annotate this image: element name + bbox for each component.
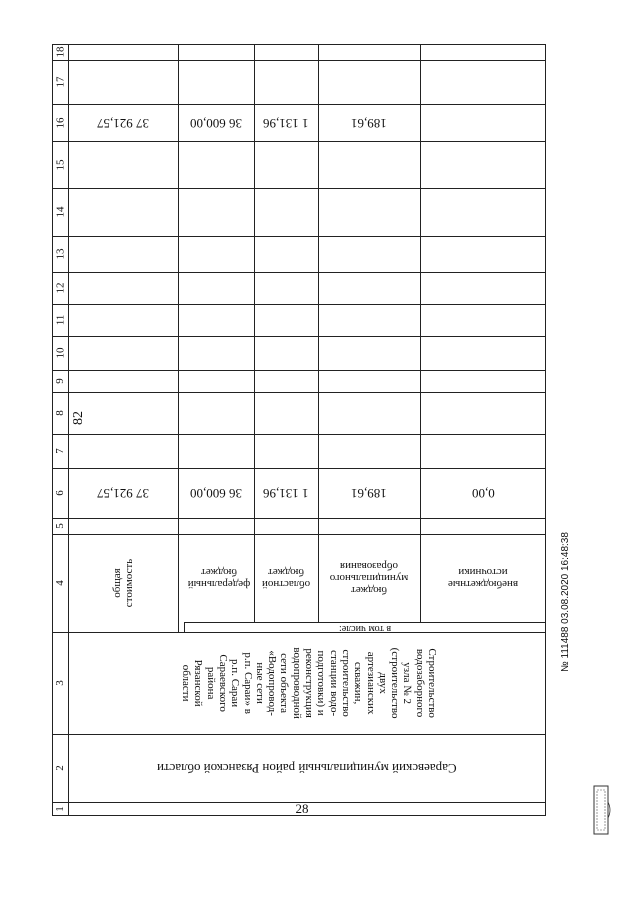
description-line: узла № 2 (401, 662, 414, 704)
value-cell (68, 104, 178, 141)
line (52, 392, 546, 393)
column-number-cell (52, 236, 68, 272)
value-cell (178, 104, 254, 141)
line (52, 434, 546, 435)
description-line: «Водопровод- (266, 650, 279, 716)
col6-regional: 1 131,96 (263, 486, 309, 501)
description-line: Рязанской (192, 659, 205, 707)
column-number: 8 (54, 410, 66, 416)
column-number-cell (52, 802, 68, 816)
line (52, 236, 546, 237)
source-label-cell (420, 534, 546, 622)
column-number: 1 (54, 806, 66, 812)
col16-municipal: 189,61 (351, 115, 387, 131)
column-number-cell (52, 734, 68, 802)
column-number-cell (52, 370, 68, 392)
description-line: р.п. Сараи (229, 658, 242, 708)
column-number-cell (52, 104, 68, 141)
column-number-cell (52, 392, 68, 434)
description-line: области (180, 664, 193, 702)
description-line: двух (376, 672, 389, 694)
col6-extrabudget: 0,00 (471, 486, 495, 501)
line (52, 370, 546, 371)
value-cell (178, 468, 254, 518)
row-number: 28 (295, 801, 309, 816)
column-number: 14 (54, 206, 66, 218)
description-line: р.п. Сараи» в (241, 652, 254, 714)
page-number: 82 (71, 411, 86, 425)
description-line: скважин, (352, 661, 365, 705)
document-footer: № 111488 03.08.2020 16:48:38 (560, 532, 571, 672)
column-number: 12 (54, 282, 66, 294)
column-number: 5 (54, 523, 66, 529)
column-number-cell (52, 272, 68, 304)
line (52, 336, 546, 337)
description-line: станции водо- (327, 649, 340, 717)
column-number-cell (52, 188, 68, 236)
column-number-cell (52, 60, 68, 104)
column-number: 4 (54, 580, 66, 586)
in-that-number-label: в том числе: (338, 622, 392, 634)
column-number: 9 (54, 378, 66, 384)
column-number-cell (52, 141, 68, 188)
col16-regional: 1 131,96 (263, 115, 309, 131)
column-number-cell (52, 44, 68, 60)
in-that-number-cell (184, 622, 546, 634)
col6-total: 37 921,57 (97, 486, 149, 501)
column-number-cell (52, 336, 68, 370)
object-description-cell (178, 634, 440, 732)
header-line (52, 60, 546, 61)
description-line: реконструкция (303, 648, 316, 718)
line (52, 188, 546, 189)
description-line: водопроводной (290, 647, 303, 719)
source-label-total: общая стоимость (111, 558, 135, 608)
column-number-cell (52, 632, 68, 734)
header-vline (68, 44, 69, 816)
column-number: 18 (54, 46, 66, 58)
column-number-cell (52, 304, 68, 336)
source-label-cell (254, 534, 318, 622)
col16-total: 37 921,57 (97, 115, 149, 131)
column-number-cell (52, 518, 68, 534)
description-line: Строительство (426, 648, 439, 718)
column-number: 15 (54, 159, 66, 170)
column-number: 6 (54, 490, 66, 496)
column-number: 17 (54, 76, 66, 88)
source-label-municipal: бюджет муниципального образования (329, 560, 409, 596)
value-cell (318, 468, 420, 518)
description-line: сети объекта (278, 653, 291, 713)
source-label-cell (184, 534, 254, 622)
municipality-cell (68, 734, 546, 802)
value-cell (68, 468, 178, 518)
source-label-cell (318, 534, 420, 622)
column-number: 2 (54, 765, 66, 771)
column-number: 16 (54, 117, 66, 128)
source-label-extrabudget: внебюджетные источники (447, 566, 519, 590)
source-label-regional: областной бюджет (261, 566, 311, 590)
value-cell (254, 104, 318, 141)
col6-municipal: 189,61 (351, 486, 387, 501)
value-cell (420, 468, 546, 518)
description-line: (строительство (389, 647, 402, 719)
column-number: 13 (54, 248, 66, 260)
description-line: района (204, 666, 217, 700)
column-number-cell (52, 468, 68, 518)
line (52, 518, 546, 519)
column-number-cell (52, 534, 68, 632)
object-description (180, 647, 438, 718)
row-number-cell (282, 802, 322, 816)
budget-table (52, 44, 546, 816)
column-number: 11 (54, 314, 66, 326)
line (52, 272, 546, 273)
description-line: ные сети (253, 662, 266, 704)
value-cell (254, 468, 318, 518)
description-line: строительство (340, 649, 353, 717)
column-number: 10 (54, 347, 66, 359)
description-line: Сараевского (217, 654, 230, 712)
column-number: 3 (54, 680, 66, 686)
description-line: артезианских (364, 651, 377, 715)
description-line: подготовки) и (315, 650, 328, 716)
seal-icon (590, 782, 612, 838)
source-label-federal: федеральный бюджет (187, 566, 251, 590)
source-label-cell (68, 534, 178, 632)
column-number: 7 (54, 448, 66, 454)
column-number-cell (52, 434, 68, 468)
col6-federal: 36 600,00 (190, 486, 242, 501)
municipality-name: Сараевский муниципальный район Рязанской области (157, 761, 457, 776)
line (52, 141, 546, 142)
description-line: водозаборного (413, 648, 426, 718)
line (52, 304, 546, 305)
value-cell (318, 104, 420, 141)
col16-federal: 36 600,00 (190, 115, 242, 131)
